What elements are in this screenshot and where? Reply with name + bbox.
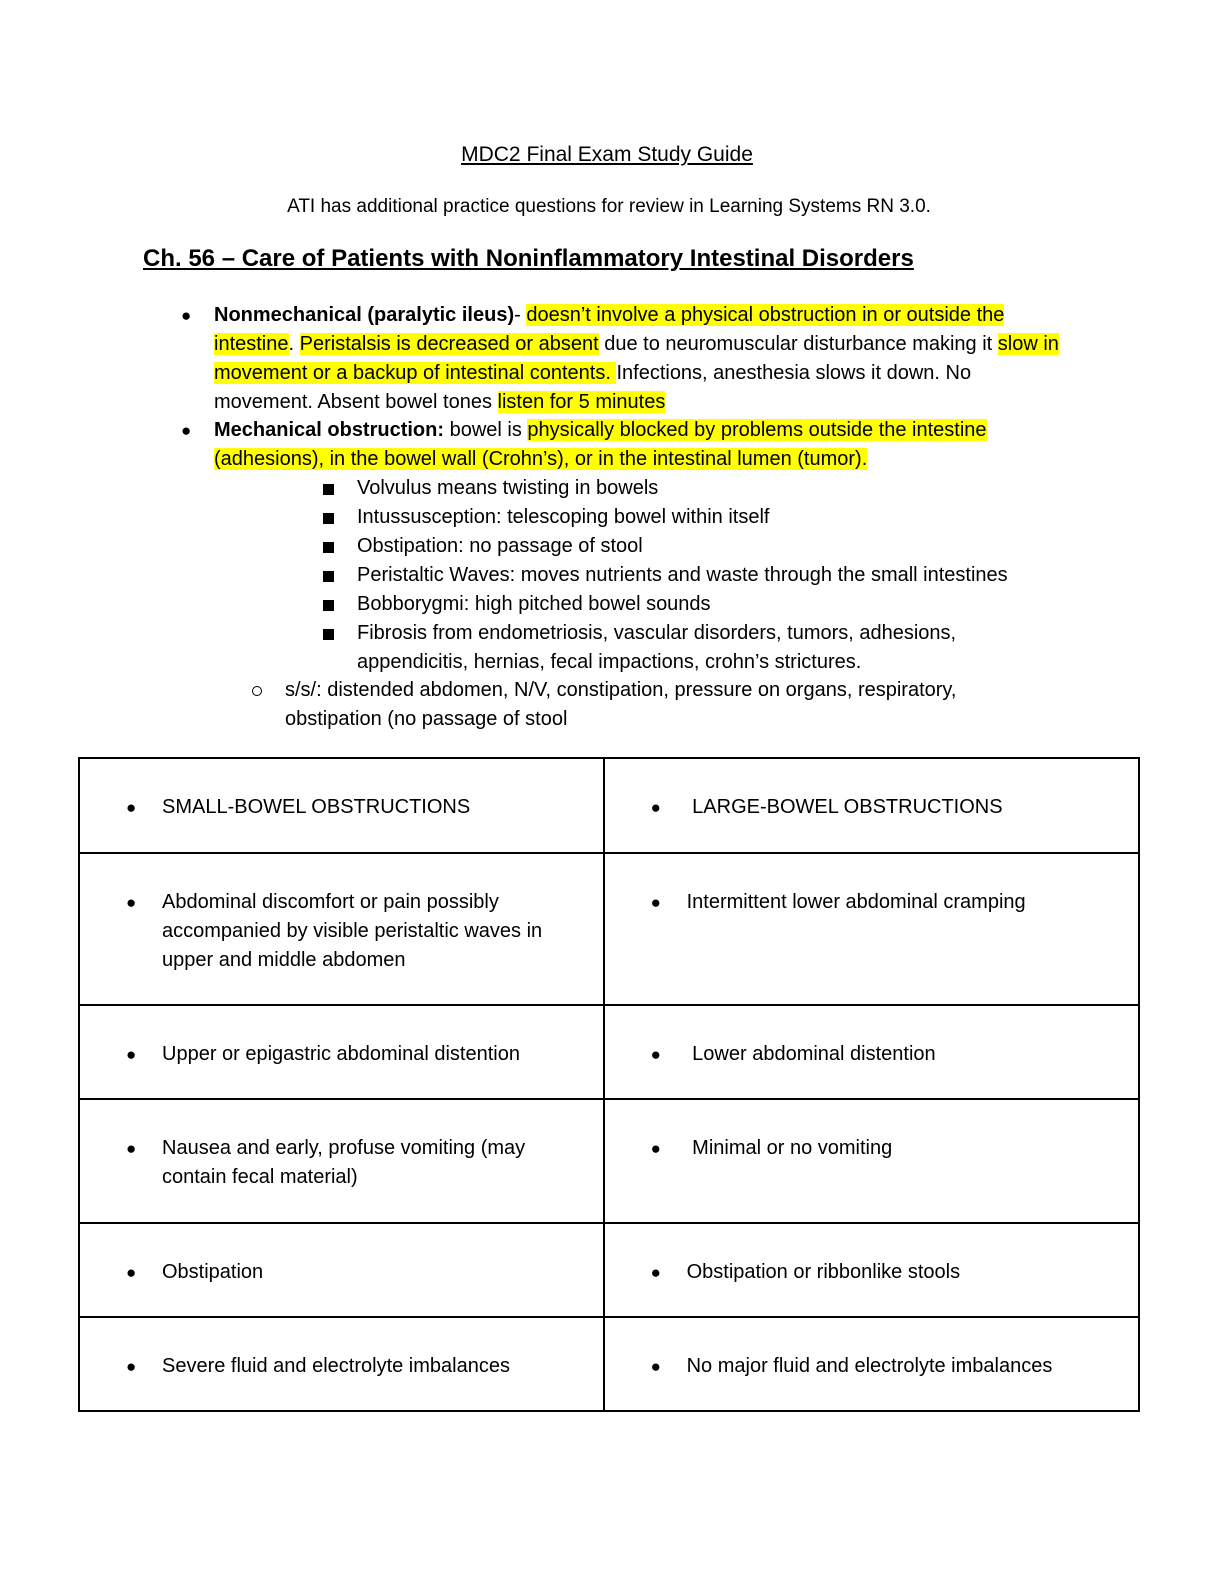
square-bullet-icon [323,484,334,495]
sub-bullet-item [357,590,1097,619]
sub-bullet-text: Peristaltic Waves: moves nutrients and waste through the small intestines [357,564,1008,586]
table-cell [604,1099,1139,1223]
text-run: Infections, anesthesia slows it down. No movement. Absent bowel tones [214,362,972,413]
text-run: - [514,304,527,326]
square-bullet-icon [323,600,334,611]
highlighted-text: listen for 5 minutes [497,391,666,413]
bullet-icon: ● [126,893,137,912]
table-row [79,853,1139,1005]
square-bullet-icon [323,513,334,524]
square-bullet-icon [323,629,334,640]
sub-bullet-item [357,532,1097,561]
chapter-heading: Ch. 56 – Care of Patients with Noninflammatory Intestinal Disorders [143,245,914,272]
bullet-icon: ● [650,1139,661,1158]
cell-text: Severe fluid and electrolyte imbalances [162,1355,510,1377]
sub-bullet-text: Obstipation: no passage of stool [357,535,643,557]
table-cell [79,1099,604,1223]
text-run: due to neuromuscular disturbance making it [598,333,998,355]
highlighted-text: physically blocked by problems outside the intestine (adhesions), in the bowel wall (Crohn’s), or in the intestinal lumen (tumor). [214,419,987,470]
term-label: Mechanical obstruction: [214,419,445,441]
sub-bullet-item [357,474,1097,503]
sub-bullet-text: Bobborygmi: high pitched bowel sounds [357,593,711,615]
text-run: . [288,333,300,355]
square-bullet-icon [323,571,334,582]
table-row [79,1099,1139,1223]
table-cell [604,1317,1139,1411]
signs-symptoms-text: s/s/: distended abdomen, N/V, constipation, pressure on organs, respiratory, obstipation (no passage of stool [285,679,957,730]
bullet-icon: ● [650,1263,661,1282]
sub-bullet-text: Volvulus means twisting in bowels [357,477,659,499]
table-cell [604,1005,1139,1099]
bullet-icon: ● [650,798,661,817]
circle-bullet-icon [252,686,262,696]
sub-bullet-text: Intussusception: telescoping bowel within itself [357,506,770,528]
cell-text: Intermittent lower abdominal cramping [686,891,1026,913]
bullet-icon: ● [181,421,192,440]
bullet-icon: ● [126,1045,137,1064]
highlighted-text: slow in movement or a backup of intestinal contents. [214,333,1059,384]
cell-text: Nausea and early, profuse vomiting (may contain fecal material) [162,1137,526,1188]
table-cell [79,1005,604,1099]
bullet-icon: ● [650,1045,661,1064]
cell-text: Minimal or no vomiting [686,1137,893,1159]
page-subtitle: ATI has additional practice questions for review in Learning Systems RN 3.0. [287,196,931,217]
sub-bullet-item [357,561,1097,590]
table-cell [604,853,1139,1005]
cell-text: Lower abdominal distention [686,1043,936,1065]
bullet-nonmechanical [181,301,1074,417]
table-cell [79,758,604,853]
highlighted-text: Peristalsis is decreased or absent [299,333,599,355]
page-title: MDC2 Final Exam Study Guide [461,143,753,166]
sub-bullet-item [357,619,1057,677]
term-label: Nonmechanical (paralytic ileus) [214,304,515,326]
cell-text: Abdominal discomfort or pain possibly accompanied by visible peristaltic waves in upper and middle abdomen [162,891,543,971]
sub-bullet-text: Fibrosis from endometriosis, vascular disorders, tumors, adhesions, appendicitis, hernias, fecal impactions, crohn’s strictures. [357,622,957,673]
table-row [79,1223,1139,1317]
bullet-icon: ● [126,1263,137,1282]
table-row [79,1005,1139,1099]
table-header-row [79,758,1139,853]
cell-text: No major fluid and electrolyte imbalances [686,1355,1053,1377]
table-cell [604,1223,1139,1317]
bullet-icon: ● [181,306,192,325]
bullet-mechanical [181,416,1074,474]
obstruction-comparison-table [78,757,1140,1412]
cell-text: Obstipation or ribbonlike stools [686,1261,961,1283]
table-cell [604,758,1139,853]
signs-symptoms-item [285,676,1045,734]
sub-bullet-item [357,503,1097,532]
table-cell [79,1223,604,1317]
highlighted-text: doesn’t involve a physical obstruction in or outside the intestine [214,304,1005,355]
text-run: bowel is [444,419,528,441]
table-cell [79,1317,604,1411]
bullet-icon: ● [126,1139,137,1158]
cell-text: Upper or epigastric abdominal distention [162,1043,520,1065]
table-cell [79,853,604,1005]
cell-text: LARGE-BOWEL OBSTRUCTIONS [686,796,1003,818]
bullet-icon: ● [126,798,137,817]
cell-text: SMALL-BOWEL OBSTRUCTIONS [162,796,471,818]
table-row [79,1317,1139,1411]
cell-text: Obstipation [162,1261,264,1283]
bullet-icon: ● [650,1357,661,1376]
bullet-icon: ● [126,1357,137,1376]
square-bullet-icon [323,542,334,553]
bullet-icon: ● [650,893,661,912]
